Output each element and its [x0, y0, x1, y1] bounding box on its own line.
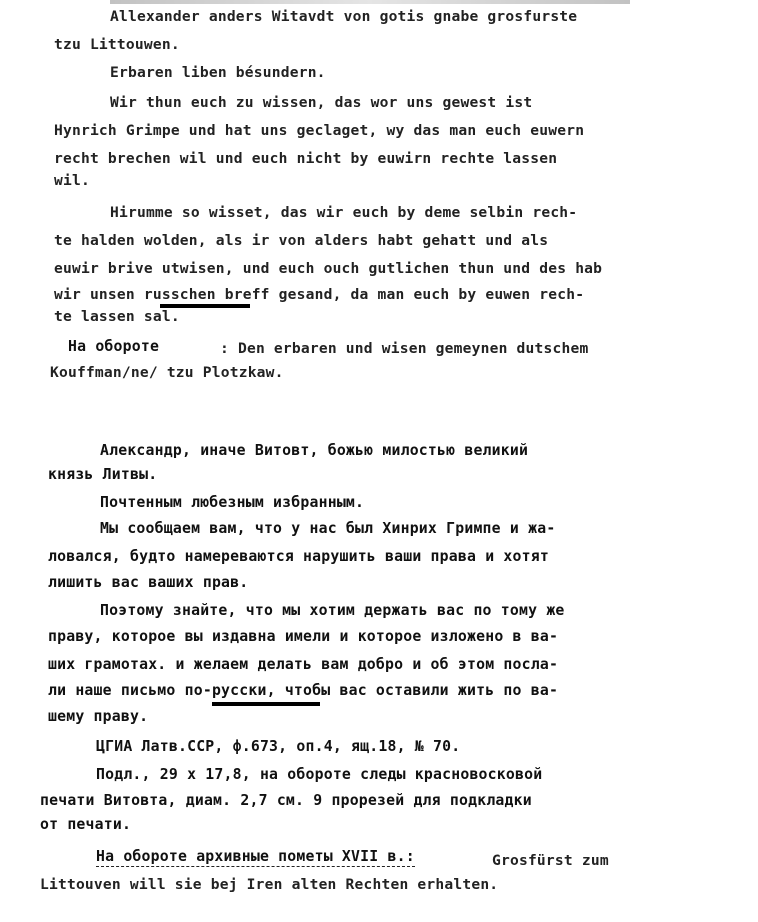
- archive-description-1: Подл., 29 х 17,8, на обороте следы красновосковой: [96, 766, 543, 783]
- archive-description-3: от печати.: [40, 816, 132, 833]
- german-line-5: Hynrich Grimpe und hat uns geclaget, wy das man euch euwern: [54, 122, 585, 139]
- german-line-3: Erbaren liben bésundern.: [110, 64, 326, 81]
- russian-line-9: ших грамотах. и желаем делать вам добро и об этом посла-: [48, 656, 559, 673]
- archive-marks-line-1: Grosfürst zum: [492, 852, 609, 869]
- german-line-4: Wir thun euch zu wissen, das wor uns gewest ist: [110, 94, 533, 111]
- russian-line-8: праву, которое вы издавна имели и которое изложено в ва-: [48, 628, 559, 645]
- german-reverse-line-1: : Den erbaren und wisen gemeynen dutschem: [220, 340, 589, 357]
- russian-line-10: ли наше письмо по-русски, чтобы вас оставили жить по ва-: [48, 682, 559, 699]
- archive-marks-line-2: Littouven will sie bej Iren alten Rechten erhalten.: [40, 876, 499, 893]
- german-reverse-line-2: Kouffman/ne/ tzu Plotzkaw.: [50, 364, 284, 381]
- german-line-10: euwir brive utwisen, und euch ouch gutlichen thun und des hab: [54, 260, 603, 277]
- german-line-9: te halden wolden, als ir von alders habt gehatt und als: [54, 232, 549, 249]
- russian-line-4: Мы сообщаем вам, что у нас был Хинрих Гримпе и жа-: [100, 520, 556, 537]
- russian-line-5: ловался, будто намереваются нарушить ваши права и хотят: [48, 548, 549, 565]
- german-line-6: recht brechen wil und euch nicht by euwirn rechte lassen: [54, 150, 558, 167]
- russian-line-1: Александр, иначе Витовт, божью милостью великий: [100, 442, 529, 459]
- german-line-1: Allexander anders Witavdt von gotis gnabe grosfurste: [110, 8, 578, 25]
- russian-line-3: Почтенным любезным избранным.: [100, 494, 365, 511]
- russian-line-2: князь Литвы.: [48, 466, 158, 483]
- russian-line-7: Поэтому знайте, что мы хотим держать вас по тому же: [100, 602, 565, 619]
- scan-edge-smudge: [110, 0, 630, 4]
- german-line-7: wil.: [54, 172, 90, 189]
- german-line-2: tzu Littouwen.: [54, 36, 180, 53]
- archive-reference: ЦГИА Латв.ССР, ф.673, оп.4, ящ.18, № 70.: [96, 738, 461, 755]
- german-line-11: wir unsen russchen breff gesand, da man euch by euwen rech-: [54, 286, 585, 303]
- archive-description-2: печати Витовта, диам. 2,7 см. 9 прорезей для подкладки: [40, 792, 532, 809]
- russian-line-11: шему праву.: [48, 708, 149, 725]
- po-russki-underline: [212, 702, 320, 706]
- german-reverse-label: На обороте: [68, 338, 160, 355]
- russian-line-6: лишить вас ваших прав.: [48, 574, 249, 591]
- archive-marks-label: На обороте архивные пометы XVII в.:: [96, 848, 415, 865]
- german-line-12: te lassen sal.: [54, 308, 180, 325]
- german-line-8: Hirumme so wisset, das wir euch by deme selbin rech-: [110, 204, 578, 221]
